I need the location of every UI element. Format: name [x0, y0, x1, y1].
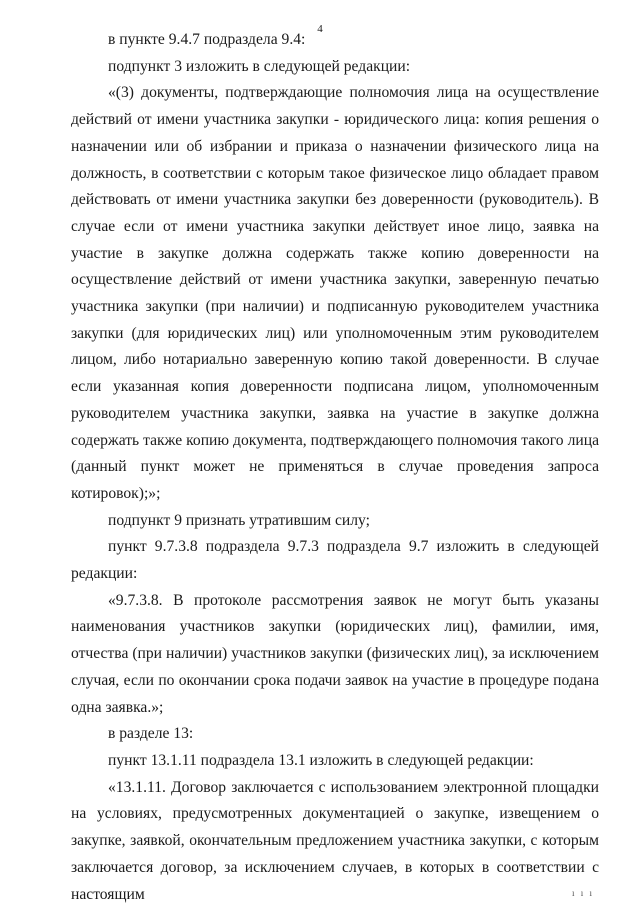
paragraph-subpoint-3-intro: подпункт 3 изложить в следующей редакции: [108, 57, 411, 75]
paragraph-point-9-7-3-8-text: «9.7.3.8. В протоколе рассмотрения заявок не могут быть указаны наименования участников закупки (юридических лиц), фамилии, имя, отчества (при наличии) участников закупки (физических лиц), за исключением случая, если по окончании срока подачи заявок на участие в процедуре подана одна заявка.»; [71, 591, 599, 716]
paragraph-subpoint-3-text: «(3) документы, подтверждающие полномочия лица на осуществление действий от имени участника закупки - юридического лица: копия решения о назначении или об избрании и приказа о назначении физического лица на должность, в соответствии с которым такое физическое лицо обладает правом действовать от имени участника закупки без доверенности (руководитель). В случае если от имени участника закупки действует иное лицо, заявка на участие в закупке должна содержать также копию доверенности на осуществление действий от имени участника закупки, заверенную печатью участника закупки (при наличии) и подписанную руководителем участника закупки (для юридических лиц) или уполномоченным этим руководителем лицом, либо нотариально заверенную копию такой доверенности. В случае если указанная копия доверенности подписана лицом, уполномоченным руководителем участника закупки, заявка на участие в закупке должна содержать также копию документа, подтверждающего полномочия такого лица (данный пункт может не применяться в случае проведения запроса котировок);»; [71, 84, 599, 502]
paragraph-section-13: в разделе 13: [108, 725, 194, 743]
page-number: 4 [317, 23, 323, 35]
paragraph-section-9-4-7: в пункте 9.4.7 подраздела 9.4: [108, 31, 306, 48]
paragraph-point-13-1-11-text: «13.1.11. Договор заключается с использованием электронной площадки на условиях, предусмотренных документацией о закупке, извещением о закупке, заявкой, окончательным предложением участника закупки, с которым заключается договор, за исключением случаев, в которых в соответствии с настоящим [71, 778, 599, 903]
paragraph-subpoint-9: подпункт 9 признать утратившим силу; [108, 511, 370, 529]
paragraph-point-9-7-3-8-intro: пункт 9.7.3.8 подраздела 9.7.3 подраздела 9.7 изложить в следующей редакции: [71, 538, 599, 583]
corner-mark: ı ı ı [572, 888, 595, 898]
paragraph-point-13-1-11-intro: пункт 13.1.11 подраздела 13.1 изложить в следующей редакции: [108, 751, 534, 769]
document-body [71, 27, 599, 908]
